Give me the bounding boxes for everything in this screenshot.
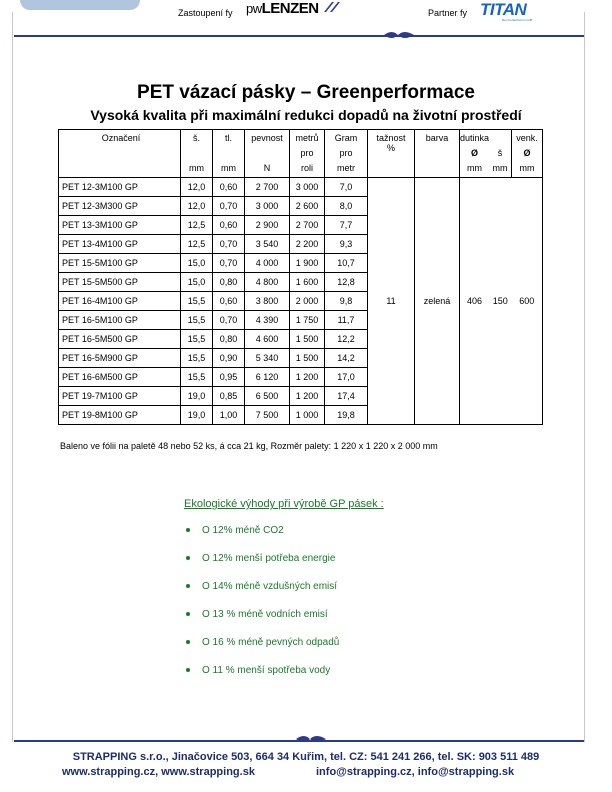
- page-subtitle: Vysoká kvalita při maximální redukci dopadů na životní prostředí: [90, 107, 522, 123]
- cell-thickness: 1,00: [213, 406, 245, 425]
- cell-strength: 2 700: [245, 178, 290, 197]
- cell-width: 12,0: [181, 178, 213, 197]
- lenzen-logo: [246, 0, 319, 17]
- cell-gram: 14,2: [325, 349, 368, 368]
- cell-meters: 1 200: [290, 368, 325, 387]
- benefit-item: [186, 609, 328, 620]
- cell-gram: 9,3: [325, 235, 368, 254]
- col-header-elongation: tažnost %: [368, 130, 415, 178]
- cell-inner: 406: [460, 178, 490, 425]
- cell-outer: 600: [512, 178, 543, 425]
- header-rule: [14, 35, 584, 37]
- cell-code: PET 12-3M300 GP: [59, 197, 181, 216]
- cell-strength: 4 390: [245, 311, 290, 330]
- spec-table: [58, 129, 543, 425]
- benefit-item: [186, 581, 337, 592]
- benefit-item: [186, 525, 284, 536]
- cell-code: PET 16-5M900 GP: [59, 349, 181, 368]
- cell-gram: 12,8: [325, 273, 368, 292]
- bullet-icon: [186, 528, 190, 532]
- lenzen-prefix: pw: [246, 1, 262, 16]
- cell-meters: 2 600: [290, 197, 325, 216]
- cell-thickness: 0,95: [213, 368, 245, 387]
- cell-thickness: 0,70: [213, 197, 245, 216]
- cell-strength: 7 500: [245, 406, 290, 425]
- col-header-width: š. mm: [181, 130, 213, 178]
- table-header-row: [59, 130, 543, 178]
- partner-label: Partner fy: [428, 8, 468, 18]
- cell-width: 15,5: [181, 349, 213, 368]
- cell-strength: 4 800: [245, 273, 290, 292]
- benefit-item: [186, 553, 335, 564]
- cell-gram: 8,0: [325, 197, 368, 216]
- cell-strength: 4 600: [245, 330, 290, 349]
- bullet-icon: [186, 556, 190, 560]
- cell-meters: 2 700: [290, 216, 325, 235]
- cell-width: 12,5: [181, 216, 213, 235]
- cell-thickness: 0,70: [213, 235, 245, 254]
- cell-meters: 1 500: [290, 349, 325, 368]
- cell-gram: 19,8: [325, 406, 368, 425]
- cell-code: PET 19-8M100 GP: [59, 406, 181, 425]
- cell-width: 15,0: [181, 273, 213, 292]
- cell-width: 15,5: [181, 330, 213, 349]
- cell-meters: 1 900: [290, 254, 325, 273]
- cell-meters: 2 200: [290, 235, 325, 254]
- cell-meters: 1 600: [290, 273, 325, 292]
- cell-core-width: 150: [489, 178, 512, 425]
- cell-width: 15,5: [181, 368, 213, 387]
- cell-color: zelená: [415, 178, 460, 425]
- cell-gram: 17,0: [325, 368, 368, 387]
- benefit-text: O 13 % méně vodních emisí: [202, 609, 328, 620]
- cell-gram: 10,7: [325, 254, 368, 273]
- cell-thickness: 0,70: [213, 254, 245, 273]
- cell-code: PET 12-3M100 GP: [59, 178, 181, 197]
- cell-strength: 4 000: [245, 254, 290, 273]
- cell-thickness: 0,80: [213, 273, 245, 292]
- bird-ornament-icon: [296, 733, 326, 745]
- cell-gram: 11,7: [325, 311, 368, 330]
- cell-code: PET 16-5M500 GP: [59, 330, 181, 349]
- cell-meters: 3 000: [290, 178, 325, 197]
- col-header-gram: Gram pro metr: [325, 130, 368, 178]
- cell-width: 12,5: [181, 235, 213, 254]
- benefits-heading: Ekologické výhody při výrobě GP pásek :: [184, 498, 384, 510]
- cell-code: PET 13-3M100 GP: [59, 216, 181, 235]
- bullet-icon: [186, 584, 190, 588]
- cell-code: PET 13-4M100 GP: [59, 235, 181, 254]
- cell-code: PET 19-7M100 GP: [59, 387, 181, 406]
- strapping-logo: [20, 0, 140, 10]
- cell-gram: 17,4: [325, 387, 368, 406]
- cell-gram: 7,0: [325, 178, 368, 197]
- cell-strength: 2 900: [245, 216, 290, 235]
- cell-strength: 3 000: [245, 197, 290, 216]
- bullet-icon: [186, 612, 190, 616]
- lenzen-name: LENZEN: [261, 0, 319, 17]
- benefit-item: [186, 637, 339, 648]
- benefit-text: O 11 % menší spotřeba vody: [202, 665, 331, 676]
- benefit-text: O 12% menší potřeba energie: [202, 553, 336, 564]
- cell-gram: 7,7: [325, 216, 368, 235]
- cell-code: PET 16-6M500 GP: [59, 368, 181, 387]
- table-row: [59, 178, 543, 197]
- cell-strength: 5 340: [245, 349, 290, 368]
- cell-width: 19,0: [181, 387, 213, 406]
- footer-web-link[interactable]: www.strapping.cz, www.strapping.sk: [62, 766, 255, 778]
- cell-strength: 6 500: [245, 387, 290, 406]
- cell-width: 19,0: [181, 406, 213, 425]
- cell-width: 15,0: [181, 254, 213, 273]
- cell-gram: 12,2: [325, 330, 368, 349]
- benefit-text: O 14% méně vzdušných emisí: [202, 581, 338, 592]
- cell-meters: 1 000: [290, 406, 325, 425]
- bullet-icon: [186, 668, 190, 672]
- cell-thickness: 0,85: [213, 387, 245, 406]
- cell-meters: 1 200: [290, 387, 325, 406]
- benefit-item: [186, 665, 330, 676]
- cell-code: PET 16-5M100 GP: [59, 311, 181, 330]
- cell-code: PET 15-5M100 GP: [59, 254, 181, 273]
- col-header-color: barva: [415, 130, 460, 178]
- col-header-outer: venk. Ø mm: [512, 130, 543, 178]
- cell-thickness: 0,60: [213, 178, 245, 197]
- cell-meters: 1 750: [290, 311, 325, 330]
- benefit-text: O 16 % méně pevných odpadů: [202, 637, 340, 648]
- cell-meters: 1 500: [290, 330, 325, 349]
- cell-thickness: 0,80: [213, 330, 245, 349]
- col-header-code: Označení: [59, 130, 181, 178]
- titan-tagline: Den Fortschritt im Griff: [502, 18, 533, 22]
- cell-width: 12,0: [181, 197, 213, 216]
- cell-code: PET 15-5M500 GP: [59, 273, 181, 292]
- cell-strength: 6 120: [245, 368, 290, 387]
- cell-width: 15,5: [181, 311, 213, 330]
- benefit-text: O 12% méně CO2: [202, 525, 284, 536]
- cell-code: PET 16-4M100 GP: [59, 292, 181, 311]
- cell-thickness: 0,60: [213, 216, 245, 235]
- cell-meters: 2 000: [290, 292, 325, 311]
- represent-label: Zastoupení fy: [178, 8, 233, 18]
- page-title: PET vázací pásky – Greenperformace: [137, 82, 475, 103]
- col-header-strength: pevnost N: [245, 130, 290, 178]
- col-header-thickness: tl. mm: [213, 130, 245, 178]
- bird-ornament-icon: [384, 29, 414, 41]
- cell-thickness: 0,70: [213, 311, 245, 330]
- bullet-icon: [186, 640, 190, 644]
- col-header-core-width: š mm: [489, 130, 512, 178]
- cell-elongation: 11: [368, 178, 415, 425]
- cell-strength: 3 800: [245, 292, 290, 311]
- cell-thickness: 0,60: [213, 292, 245, 311]
- cell-thickness: 0,90: [213, 349, 245, 368]
- lenzen-mark-icon: [322, 0, 344, 14]
- col-header-meters: metrů pro roli: [290, 130, 325, 178]
- cell-strength: 3 540: [245, 235, 290, 254]
- col-header-inner: dutinka Ø mm: [460, 130, 490, 178]
- cell-width: 15,5: [181, 292, 213, 311]
- footer-email-link[interactable]: info@strapping.cz, info@strapping.sk: [316, 766, 515, 778]
- footer-address: STRAPPING s.r.o., Jinačovice 503, 664 34 Kuřim, tel. CZ: 541 241 266, tel. SK: 903 511 489: [72, 751, 540, 763]
- cell-gram: 9,8: [325, 292, 368, 311]
- titan-logo: TITAN: [480, 0, 527, 19]
- packaging-note: Baleno ve fólii na paletě 48 nebo 52 ks, á cca 21 kg, Rozměr palety: 1 220 x 1 220 x 2 000 mm: [60, 441, 438, 451]
